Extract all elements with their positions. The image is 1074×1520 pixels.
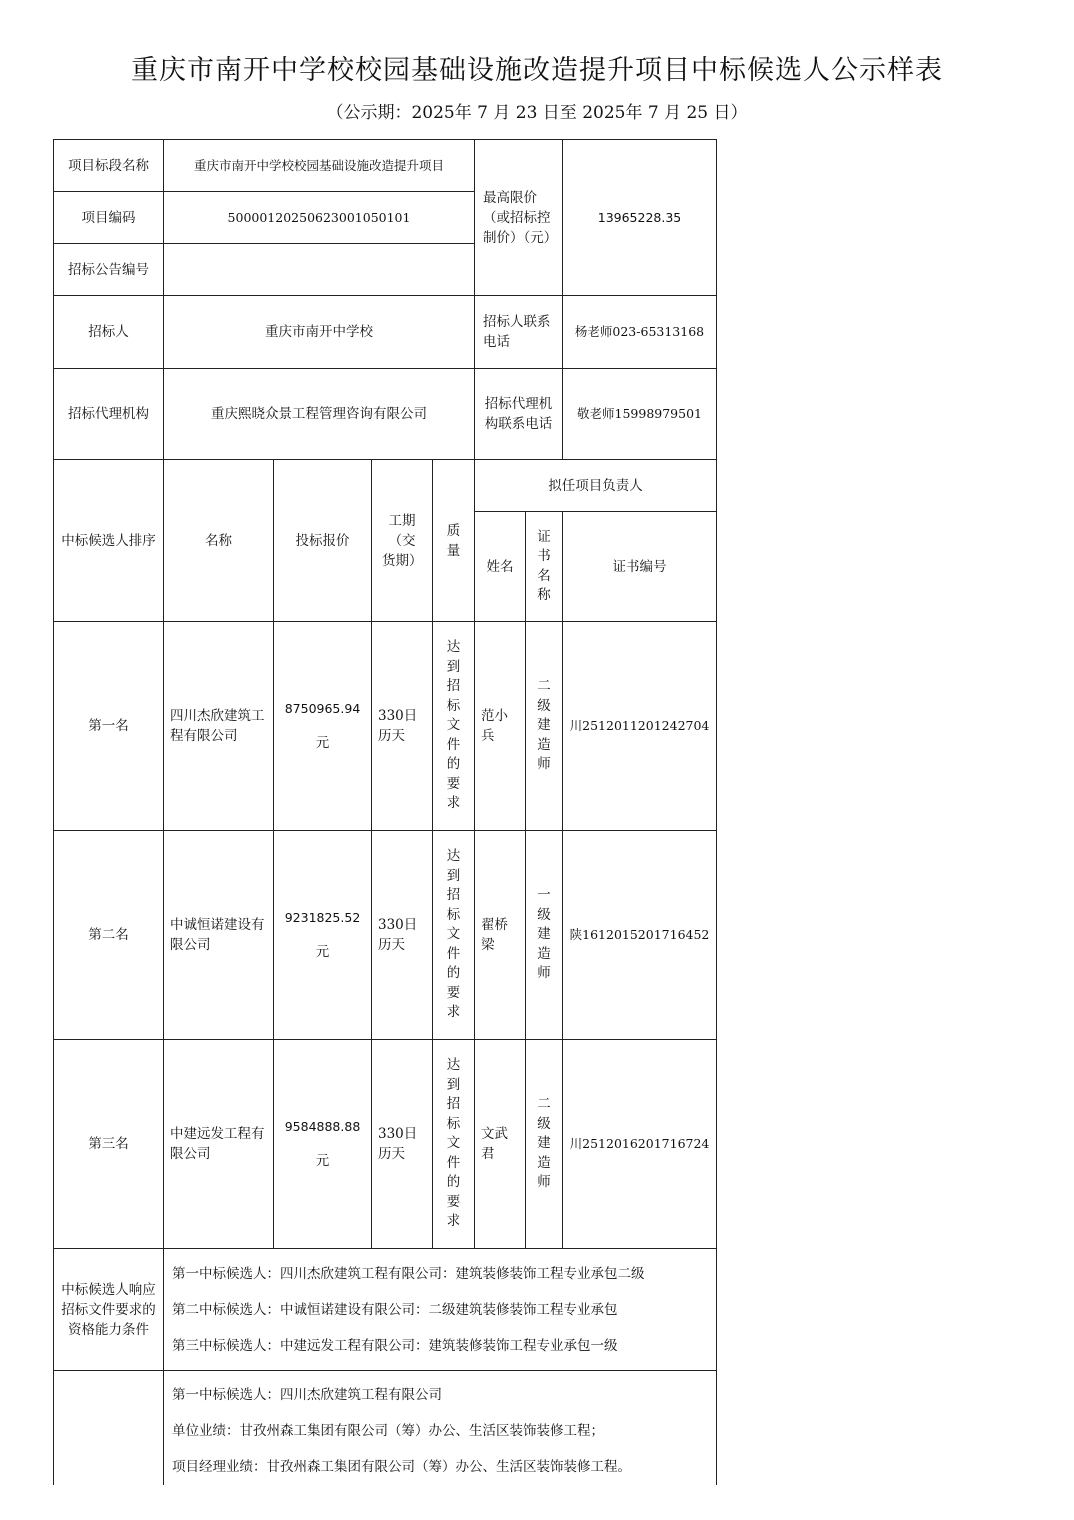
- agency-label: 招标代理机构: [54, 369, 164, 460]
- header-cert-no: 证书编号: [563, 512, 717, 622]
- candidate-person: 文武君: [475, 1040, 526, 1249]
- candidate-quality: 达到招标文件的要求: [433, 622, 475, 831]
- max-price-label: 最高限价（或招标控制价）（元）: [475, 140, 563, 296]
- candidate-rank: 第一名: [54, 622, 164, 831]
- agency-value: 重庆熙晓众景工程管理咨询有限公司: [164, 369, 475, 460]
- candidate-cert-no: 川2512016201716724: [563, 1040, 717, 1249]
- project-name-label: 项目标段名称: [54, 140, 164, 192]
- candidate-price: 9584888.88 元: [274, 1040, 372, 1249]
- tenderer-label: 招标人: [54, 296, 164, 369]
- header-quality: 质量: [433, 460, 475, 622]
- header-person: 姓名: [475, 512, 526, 622]
- performance-line: 单位业绩：甘孜州森工集团有限公司（筹）办公、生活区装饰装修工程；: [172, 1423, 604, 1439]
- tenderer-value: 重庆市南开中学校: [164, 296, 475, 369]
- candidate-person: 范小兵: [475, 622, 526, 831]
- candidate-name: 中诚恒诺建设有限公司: [164, 831, 274, 1040]
- header-manager: 拟任项目负责人: [475, 460, 717, 512]
- performance-content: [164, 1371, 717, 1486]
- qualification-label: 中标候选人响应招标文件要求的资格能力条件: [54, 1249, 164, 1371]
- candidate-period: 330日历天: [372, 1040, 433, 1249]
- tenderer-phone-label: 招标人联系电话: [475, 296, 563, 369]
- qualification-content: [164, 1249, 717, 1371]
- candidate-price: 8750965.94 元: [274, 622, 372, 831]
- header-cert-name: 证书名称: [526, 512, 563, 622]
- table-row: [54, 1040, 717, 1249]
- publicity-period: （公示期：2025年 7 月 23 日至 2025年 7 月 25 日）: [326, 103, 748, 123]
- header-price: 投标报价: [274, 460, 372, 622]
- notice-no-label: 招标公告编号: [54, 244, 164, 296]
- candidate-person: 翟桥梁: [475, 831, 526, 1040]
- candidate-name: 中建远发工程有限公司: [164, 1040, 274, 1249]
- table-row: [54, 622, 717, 831]
- candidate-period: 330日历天: [372, 831, 433, 1040]
- notice-no-value: [164, 244, 475, 296]
- qualification-line: 第一中标候选人：四川杰欣建筑工程有限公司：建筑装修装饰工程专业承包二级: [172, 1265, 645, 1282]
- candidate-cert-name: 二级建造师: [526, 1040, 563, 1249]
- candidate-cert-no: 川2512011201242704: [563, 622, 717, 831]
- header-period: 工期（交货期）: [372, 460, 433, 622]
- project-code-label: 项目编码: [54, 192, 164, 244]
- project-code-value: 500001202506230​01050101: [164, 192, 475, 244]
- candidate-quality: 达到招标文件的要求: [433, 1040, 475, 1249]
- candidate-quality: 达到招标文件的要求: [433, 831, 475, 1040]
- candidate-period: 330日历天: [372, 622, 433, 831]
- candidate-cert-name: 一级建造师: [526, 831, 563, 1040]
- max-price-value: 13965228.35: [563, 140, 717, 296]
- candidate-price: 9231825.52 元: [274, 831, 372, 1040]
- candidate-rank: 第三名: [54, 1040, 164, 1249]
- performance-line: 第一中标候选人：四川杰欣建筑工程有限公司: [172, 1387, 442, 1403]
- tenderer-phone-value: 杨老师023-65313168: [563, 296, 717, 369]
- candidate-cert-no: 陕1612015201716452: [563, 831, 717, 1040]
- candidate-rank: 第二名: [54, 831, 164, 1040]
- project-name-value: 重庆市南开中学校校园基础设施改造提升项目: [164, 140, 475, 192]
- candidate-name: 四川杰欣建筑工程有限公司: [164, 622, 274, 831]
- header-name: 名称: [164, 460, 274, 622]
- performance-label: [54, 1371, 164, 1486]
- agency-phone-label: 招标代理机构联系电话: [475, 369, 563, 460]
- document-title: 重庆市南开中学校校园基础设施改造提升项目中标候选人公示样表: [131, 55, 943, 86]
- candidate-table: [53, 139, 717, 1485]
- qualification-line: 第二中标候选人：中诚恒诺建设有限公司：二级建筑装修装饰工程专业承包: [172, 1301, 618, 1318]
- candidate-cert-name: 二级建造师: [526, 622, 563, 831]
- header-rank: 中标候选人排序: [54, 460, 164, 622]
- qualification-line: 第三中标候选人：中建远发工程有限公司：建筑装修装饰工程专业承包一级: [172, 1337, 618, 1354]
- table-row: [54, 831, 717, 1040]
- performance-line: 项目经理业绩：甘孜州森工集团有限公司（筹）办公、生活区装饰装修工程。: [172, 1459, 631, 1475]
- agency-phone-value: 敬老师15998979501: [563, 369, 717, 460]
